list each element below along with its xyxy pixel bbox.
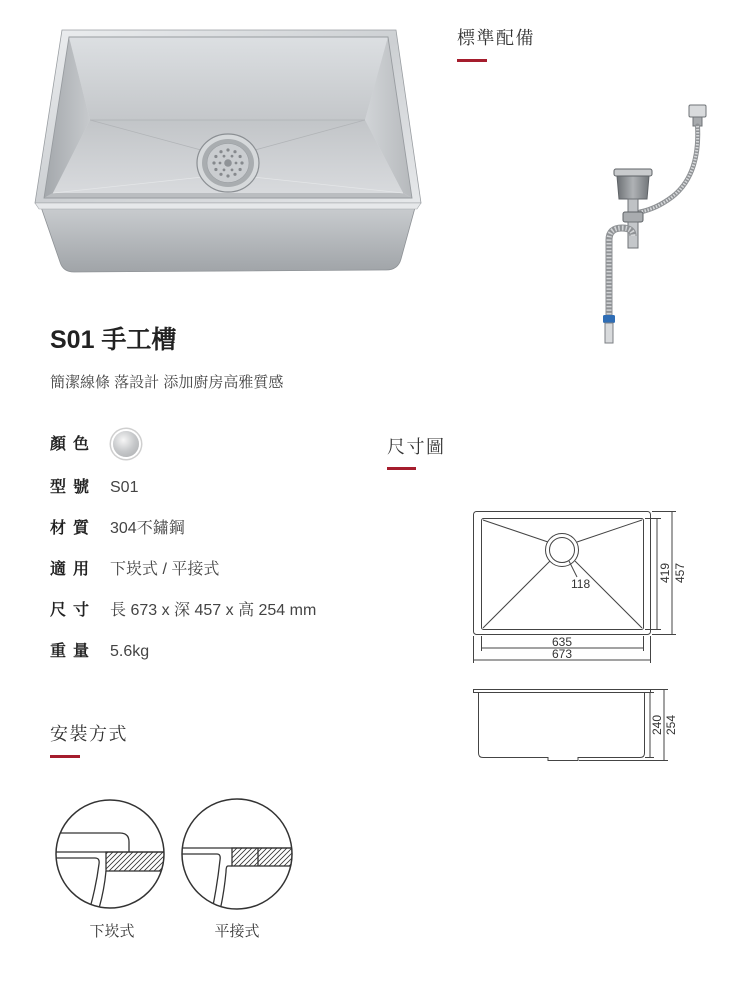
drain-hole (235, 162, 238, 165)
install-method-label: 平接式 (214, 923, 260, 940)
color-swatch-silver[interactable] (113, 431, 139, 457)
spec-label: 適用 (50, 561, 97, 578)
spec-row-weight (50, 641, 380, 663)
spec-value: 長 673 x 深 457 x 高 254 mm (110, 602, 317, 619)
spec-label: 尺寸 (50, 602, 97, 619)
drain-hole (214, 168, 217, 171)
spec-row-color (50, 434, 380, 456)
drain-hole (219, 162, 222, 165)
drain-hole (233, 173, 236, 176)
undermount-diagram-icon (50, 800, 170, 915)
drain-inner-circle (550, 538, 575, 563)
top-view-outer-rim (474, 512, 651, 635)
basin-slope-line (577, 520, 642, 542)
inner-depth-label: 419 (658, 562, 672, 584)
product-tagline: 簡潔線條 落設計 添加廚房高雅質感 (50, 374, 284, 391)
basin-slope-line (575, 561, 642, 628)
side-view-body (479, 693, 645, 761)
sink-drain-strainer (197, 134, 259, 192)
product-title: S01 手工槽 (50, 326, 177, 354)
install-method-label: 下崁式 (89, 923, 135, 940)
side-view-rim (474, 690, 651, 693)
spec-row-material (50, 518, 380, 540)
sink-body (40, 204, 416, 272)
drain-leader-line (569, 561, 577, 577)
spec-row-size (50, 600, 380, 622)
outer-height-label: 254 (664, 714, 678, 736)
spec-value: 5.6kg (110, 643, 150, 660)
overflow-connector (689, 105, 706, 117)
installation-underline (50, 755, 80, 758)
top-view-inner-basin (482, 519, 644, 630)
spec-row-model (50, 477, 380, 499)
countertop-section (106, 852, 170, 871)
drain-hole (233, 150, 236, 153)
spec-value: S01 (110, 479, 139, 496)
hose-blue-ring (603, 315, 615, 323)
drain-hole (219, 173, 222, 176)
drain-hole (239, 168, 242, 171)
spec-value: 304不鏽鋼 (110, 520, 185, 537)
spec-label: 重量 (50, 643, 97, 660)
drain-kit-image (590, 100, 720, 350)
spec-label: 顏色 (50, 436, 97, 453)
tail-pipe-nut (623, 212, 643, 222)
drain-center-cap (224, 159, 232, 167)
drain-outer-circle (546, 534, 579, 567)
drain-hole (239, 155, 242, 158)
drain-hole (212, 161, 215, 164)
tail-pipe (628, 199, 638, 213)
strainer-basket-rim (614, 169, 652, 176)
spec-value: 下崁式 / 平接式 (110, 561, 220, 578)
outer-width-label: 673 (551, 647, 573, 661)
standard-equipment-heading: 標準配備 (457, 28, 535, 48)
sink-back-wall (69, 37, 388, 120)
drain-hole (231, 155, 234, 158)
drain-hole (223, 155, 226, 158)
strainer-basket (617, 176, 649, 199)
dimension-drawing-underline (387, 467, 416, 470)
drain-hole (226, 148, 229, 151)
spec-label: 型號 (50, 479, 97, 496)
countertop-section (232, 848, 296, 866)
drain-hole (223, 169, 226, 172)
standard-equipment-underline (457, 59, 487, 62)
side-view (474, 690, 669, 761)
sink-rim-lip (35, 203, 421, 209)
basin-slope-line (483, 561, 550, 628)
dimension-drawing (460, 500, 700, 775)
hose-end-cap (605, 323, 613, 343)
drain-hole (226, 174, 229, 177)
dimension-drawing-heading: 尺寸圖 (387, 437, 446, 457)
inner-height-label: 240 (650, 714, 664, 736)
basin-slope-line (483, 520, 548, 542)
installation-diagrams (40, 790, 310, 920)
installation-heading: 安裝方式 (50, 724, 128, 744)
drain-hole (240, 161, 243, 164)
drain-hole (214, 155, 217, 158)
drain-size-label: 118 (571, 577, 591, 591)
drain-hole (231, 169, 234, 172)
drain-hole (219, 150, 222, 153)
sink-front-edge (44, 193, 412, 198)
inner-width-label: 635 (551, 635, 573, 649)
flush-mount-diagram-icon (180, 799, 296, 915)
spec-label: 材質 (50, 520, 97, 537)
outer-depth-label: 457 (673, 562, 687, 584)
sink-product-image (0, 0, 440, 290)
spec-row-usage (50, 559, 380, 581)
